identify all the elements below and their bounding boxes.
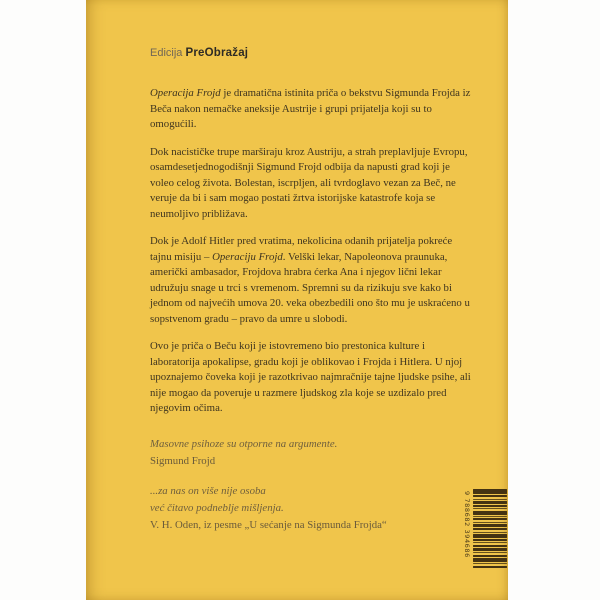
auden-quote-block xyxy=(150,483,472,534)
barcode-bar xyxy=(473,524,507,527)
synopsis xyxy=(150,86,472,417)
barcode-bar xyxy=(473,558,507,562)
cover-text-block xyxy=(150,46,472,534)
barcode-bar xyxy=(473,539,507,541)
barcode-bar xyxy=(473,532,507,533)
freud-quote-block xyxy=(150,436,472,470)
book-title-italic: Operacija Frojd xyxy=(150,87,221,99)
barcode-bar xyxy=(473,499,507,500)
barcode-bar xyxy=(473,516,507,517)
freud-quote-attribution: Sigmund Frojd xyxy=(150,454,216,467)
edition-line xyxy=(150,46,472,60)
barcode-bar xyxy=(473,534,507,538)
edition-name: PreObražaj xyxy=(185,47,249,59)
barcode-bar xyxy=(473,563,507,564)
synopsis-paragraph-1-text: je dramatična istinita priča o bekstvu Sigmunda Frojda iz Beča nakon nemačke aneksije Austrije i grupi prijatelja koji su to omogućili. xyxy=(150,87,471,130)
barcode-bar xyxy=(473,545,507,547)
barcode-bar xyxy=(473,508,507,509)
auden-quote-line-1: ...za nas on više nije osoba xyxy=(150,484,266,497)
edition-label: Edicija xyxy=(150,47,183,59)
auden-quote-line-2: već čitavo podneblje mišljenja. xyxy=(150,501,284,514)
barcode-bar xyxy=(473,528,507,530)
barcode xyxy=(463,489,507,571)
synopsis-paragraph-3 xyxy=(150,234,472,327)
synopsis-paragraph-3-post: . Velški lekar, Napoleonova praunuka, američki ambasador, Frojdova hrabra ćerka Ana i njegov lični lekar udružuju snage u trci s vremenom. Spremni su da rizikuju sve kako bi jednom od najvećih umova 20. veka obezbedili ono što mu je uskraćeno u sopstvenom gradu – pravo da umre u slobodi. xyxy=(150,250,470,325)
barcode-bar xyxy=(473,566,507,568)
barcode-bar xyxy=(473,542,507,543)
synopsis-paragraph-4: Ovo je priča o Beču koji je istovremeno bio prestonica kulture i laboratorija apokalipse, gradu koji je oblikovao i Frojda i Hitlera. U njoj upoznajemo čoveka koji je razotkrivao najmračnije tajne ljudske psihe, ali nije mogao da poveruje u razmere ljudskog zla koje se uzdizalo pred njegovim očima. xyxy=(150,340,471,414)
barcode-bar xyxy=(473,511,507,515)
barcode-bar xyxy=(473,522,507,523)
barcode-bar xyxy=(473,555,507,557)
barcode-bar xyxy=(473,552,507,553)
book-title-italic-2: Operaciju Frojd xyxy=(212,250,283,263)
synopsis-paragraph-2: Dok nacističke trupe marširaju kroz Austriju, a strah preplavljuje Evropu, osamdesetjednogodišnji Sigmund Frojd odbija da napusti grad koji je voleo celog života. Bolestan, iscrpljen, ali tvrdoglavo vezan za Beč, ne veruje da bi i sam mogao postati žrtva istorijske katastrofe koja se neumoljivo približava. xyxy=(150,145,468,220)
barcode-bars xyxy=(473,489,507,571)
synopsis-paragraph-3-pre: Dok je Adolf Hitler pred vratima, nekolicina odanih prijatelja pokreće tajnu misiju – xyxy=(150,235,453,263)
barcode-bar xyxy=(473,505,507,507)
synopsis-paragraph-1 xyxy=(150,86,472,133)
barcode-bar xyxy=(473,495,507,497)
barcode-bar xyxy=(473,501,507,504)
isbn-number: 9 788682 394686 xyxy=(463,491,471,558)
auden-quote-attribution: V. H. Oden, iz pesme „U sećanje na Sigmunda Frojda“ xyxy=(150,518,387,531)
barcode-bar xyxy=(473,548,507,551)
barcode-bar xyxy=(473,518,507,520)
freud-quote-text: Masovne psihoze su otporne na argumente. xyxy=(150,437,338,450)
barcode-bar xyxy=(473,489,507,494)
book-back-cover xyxy=(86,0,508,600)
